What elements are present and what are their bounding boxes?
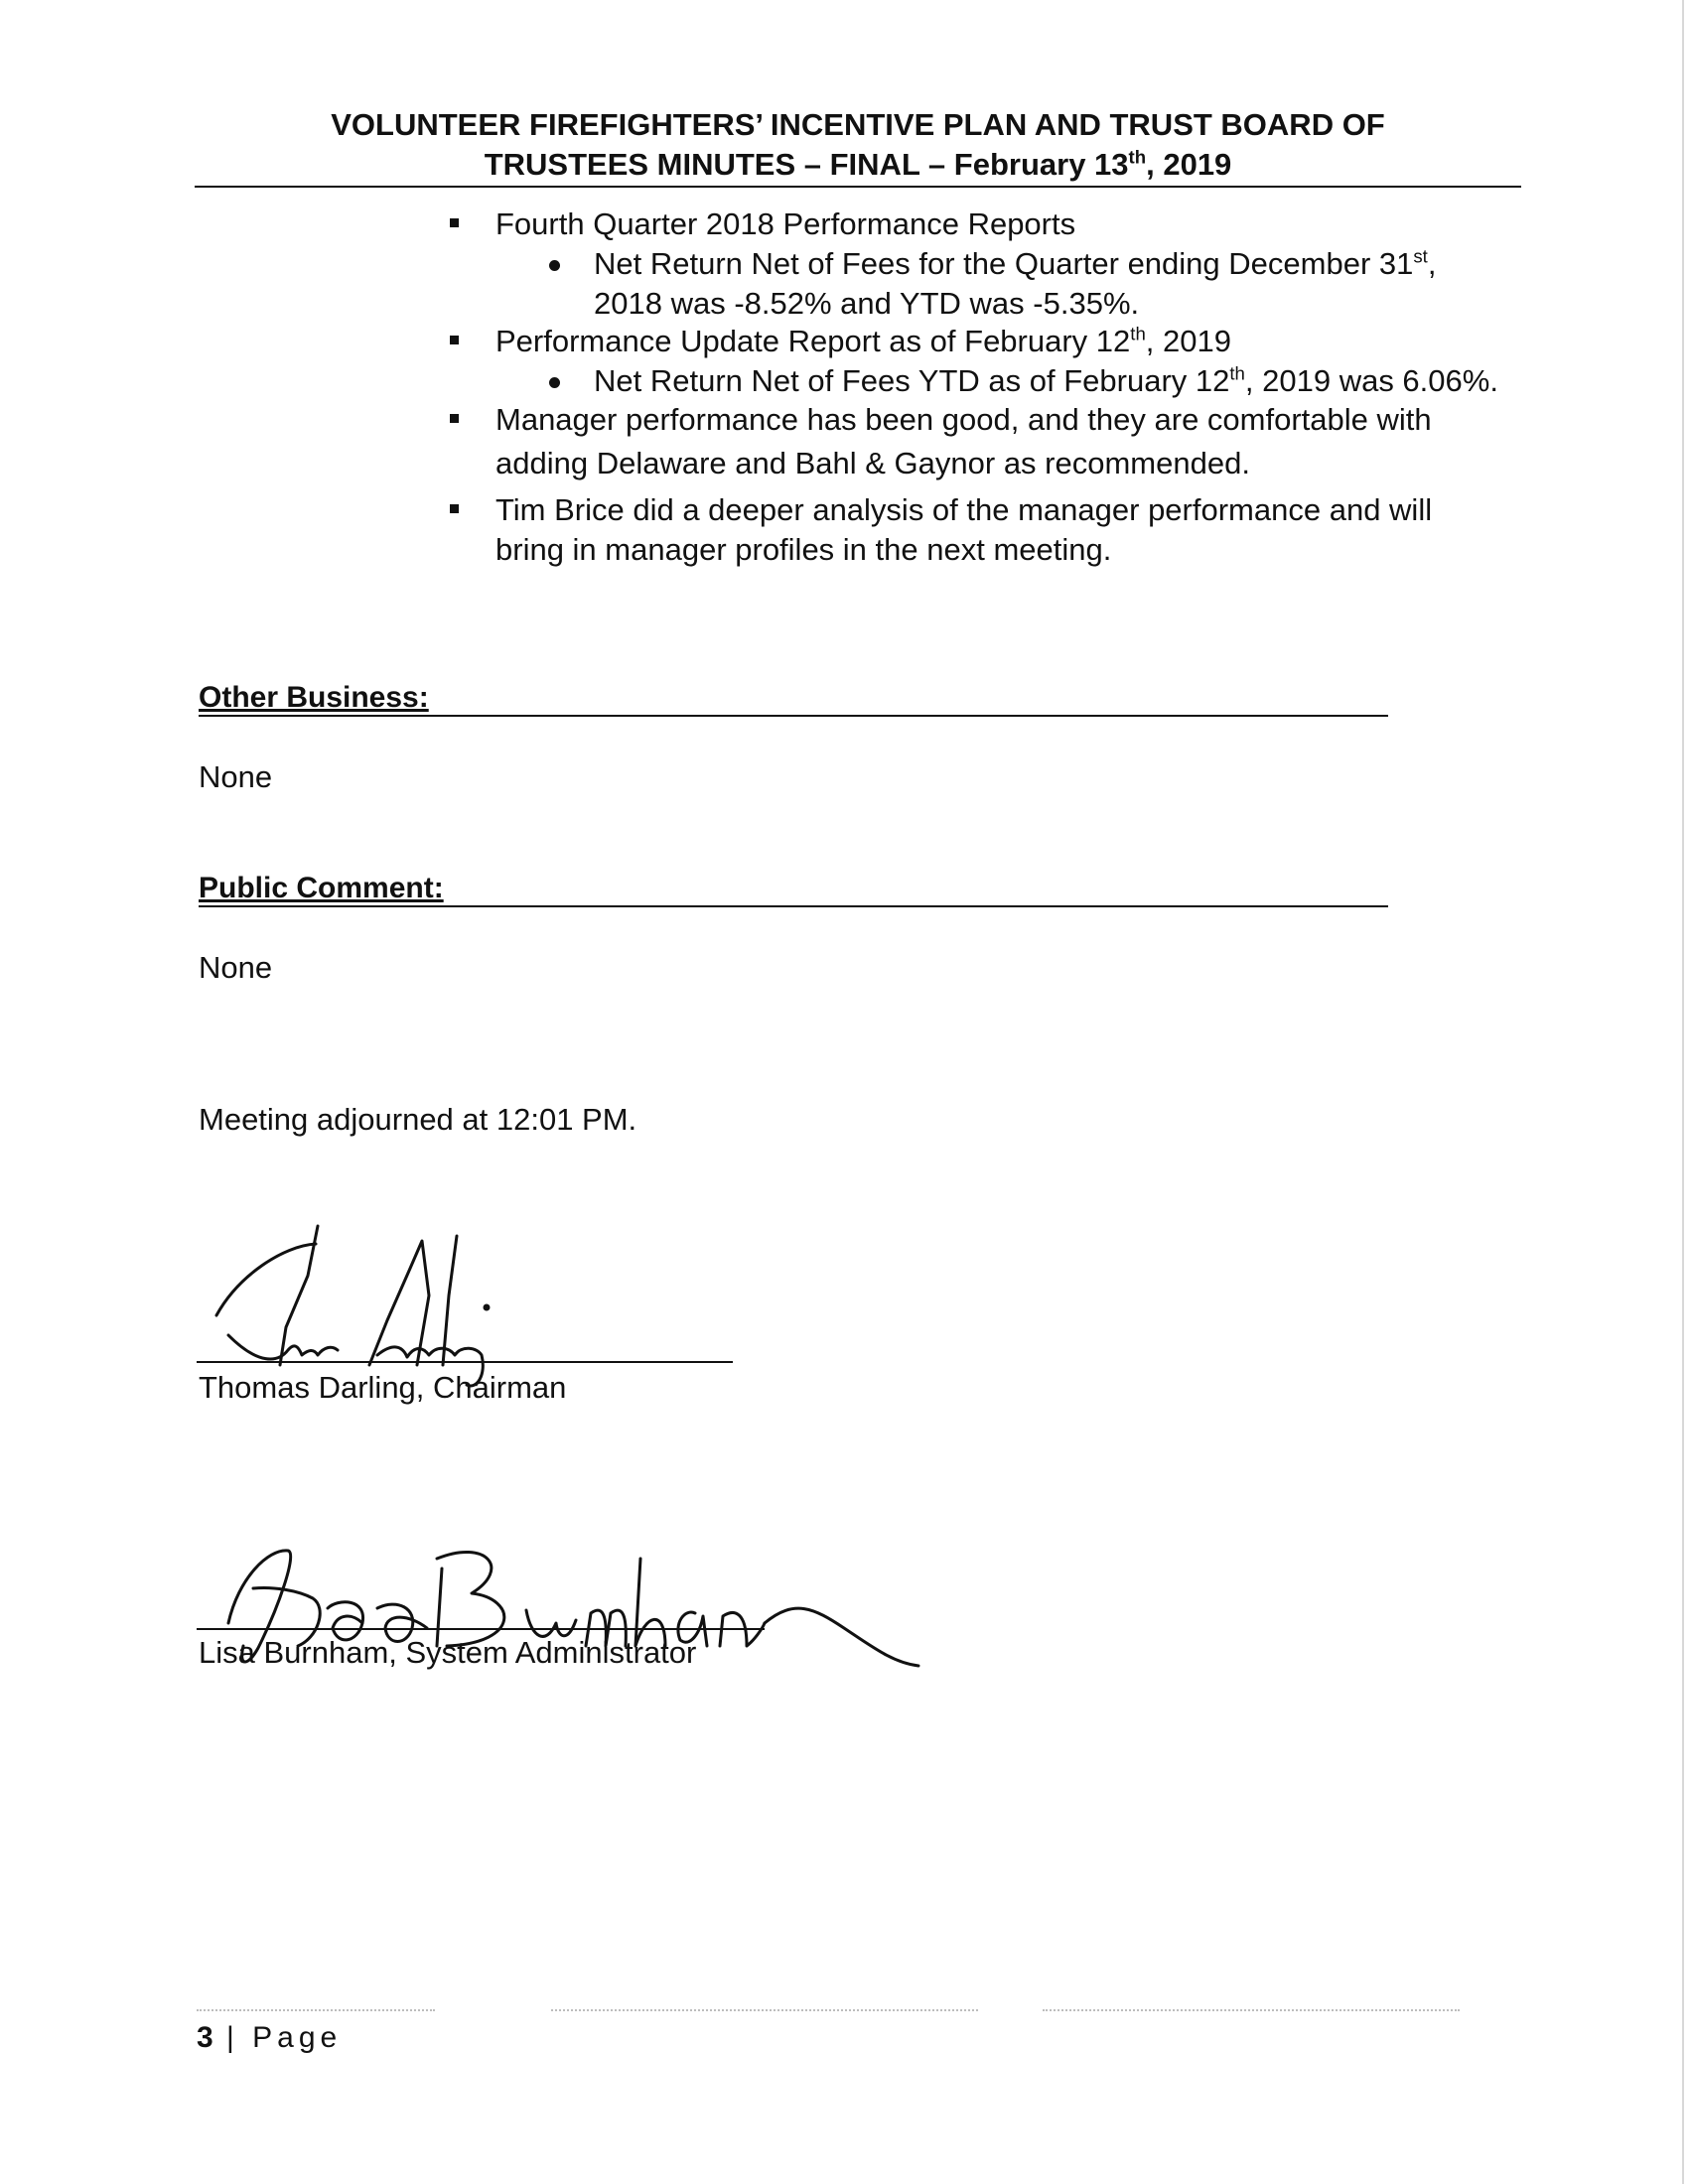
brice-analysis-line1: Tim Brice did a deeper analysis of the manager performance and will: [495, 492, 1433, 527]
public-comment-rule: [199, 905, 1388, 907]
square-bullet-icon: [450, 504, 459, 513]
update-report-title: [495, 322, 1231, 361]
other-business-rule: [199, 715, 1388, 717]
update-detail-part-a: Net Return Net of Fees YTD as of February 12: [594, 363, 1230, 398]
square-bullet-icon: [450, 336, 459, 344]
header-rule: [195, 186, 1521, 188]
footer-dotted-rule: [551, 2009, 978, 2011]
page-edge: [1682, 0, 1684, 2184]
chairman-signature: [199, 1216, 536, 1385]
round-bullet-icon: [549, 260, 560, 271]
header-line-2-sup: th: [1128, 146, 1147, 168]
brice-analysis-line2: bring in manager profiles in the next meeting.: [495, 532, 1112, 567]
header-line-2-prefix: TRUSTEES MINUTES – FINAL – February 13: [484, 147, 1129, 182]
other-business-heading: Other Business:: [199, 681, 429, 714]
header-line-2-suffix: , 2019: [1146, 147, 1232, 182]
manager-performance-line1: Manager performance has been good, and they are comfortable with: [495, 402, 1432, 437]
footer-dotted-rule: [197, 2009, 435, 2011]
header-line-2: [195, 145, 1521, 185]
public-comment-heading: Public Comment:: [199, 872, 444, 904]
round-bullet-icon: [549, 377, 560, 388]
update-title-sup: th: [1130, 323, 1146, 344]
q4-detail-sup: st: [1413, 245, 1428, 267]
q4-detail-part-b: ,: [1427, 246, 1437, 281]
square-bullet-icon: [450, 218, 459, 227]
square-bullet-icon: [450, 414, 459, 423]
chairman-name: Thomas Darling, Chairman: [199, 1370, 567, 1405]
page-number: 3: [197, 2021, 213, 2054]
chairman-signature-line: [197, 1361, 733, 1363]
update-title-part-b: , 2019: [1145, 324, 1231, 358]
footer-dotted-rule: [1043, 2009, 1460, 2011]
public-comment-body: None: [199, 950, 273, 985]
update-detail-sup: th: [1229, 362, 1245, 384]
update-detail-part-b: , 2019 was 6.06%.: [1244, 363, 1498, 398]
q4-report-title: Fourth Quarter 2018 Performance Reports: [495, 206, 1076, 241]
header-line-1: VOLUNTEER FIREFIGHTERS’ INCENTIVE PLAN AND TRUST BOARD OF: [331, 107, 1385, 142]
page-word: | Page: [226, 2021, 343, 2054]
q4-report-detail-line2: 2018 was -8.52% and YTD was -5.35%.: [594, 286, 1140, 321]
page-footer: [197, 2021, 342, 2055]
update-title-part-a: Performance Update Report as of February 12: [495, 324, 1131, 358]
document-header: [195, 105, 1521, 185]
administrator-signature-line: [197, 1628, 765, 1630]
q4-detail-part-a: Net Return Net of Fees for the Quarter ending December 31: [594, 246, 1414, 281]
q4-report-detail: [594, 244, 1436, 284]
update-report-detail: [594, 361, 1498, 401]
administrator-name: Lisa Burnham, System Administrator: [199, 1635, 697, 1670]
other-business-body: None: [199, 759, 273, 794]
meeting-adjourned: Meeting adjourned at 12:01 PM.: [199, 1102, 637, 1137]
manager-performance-line2: adding Delaware and Bahl & Gaynor as recommended.: [495, 446, 1250, 480]
